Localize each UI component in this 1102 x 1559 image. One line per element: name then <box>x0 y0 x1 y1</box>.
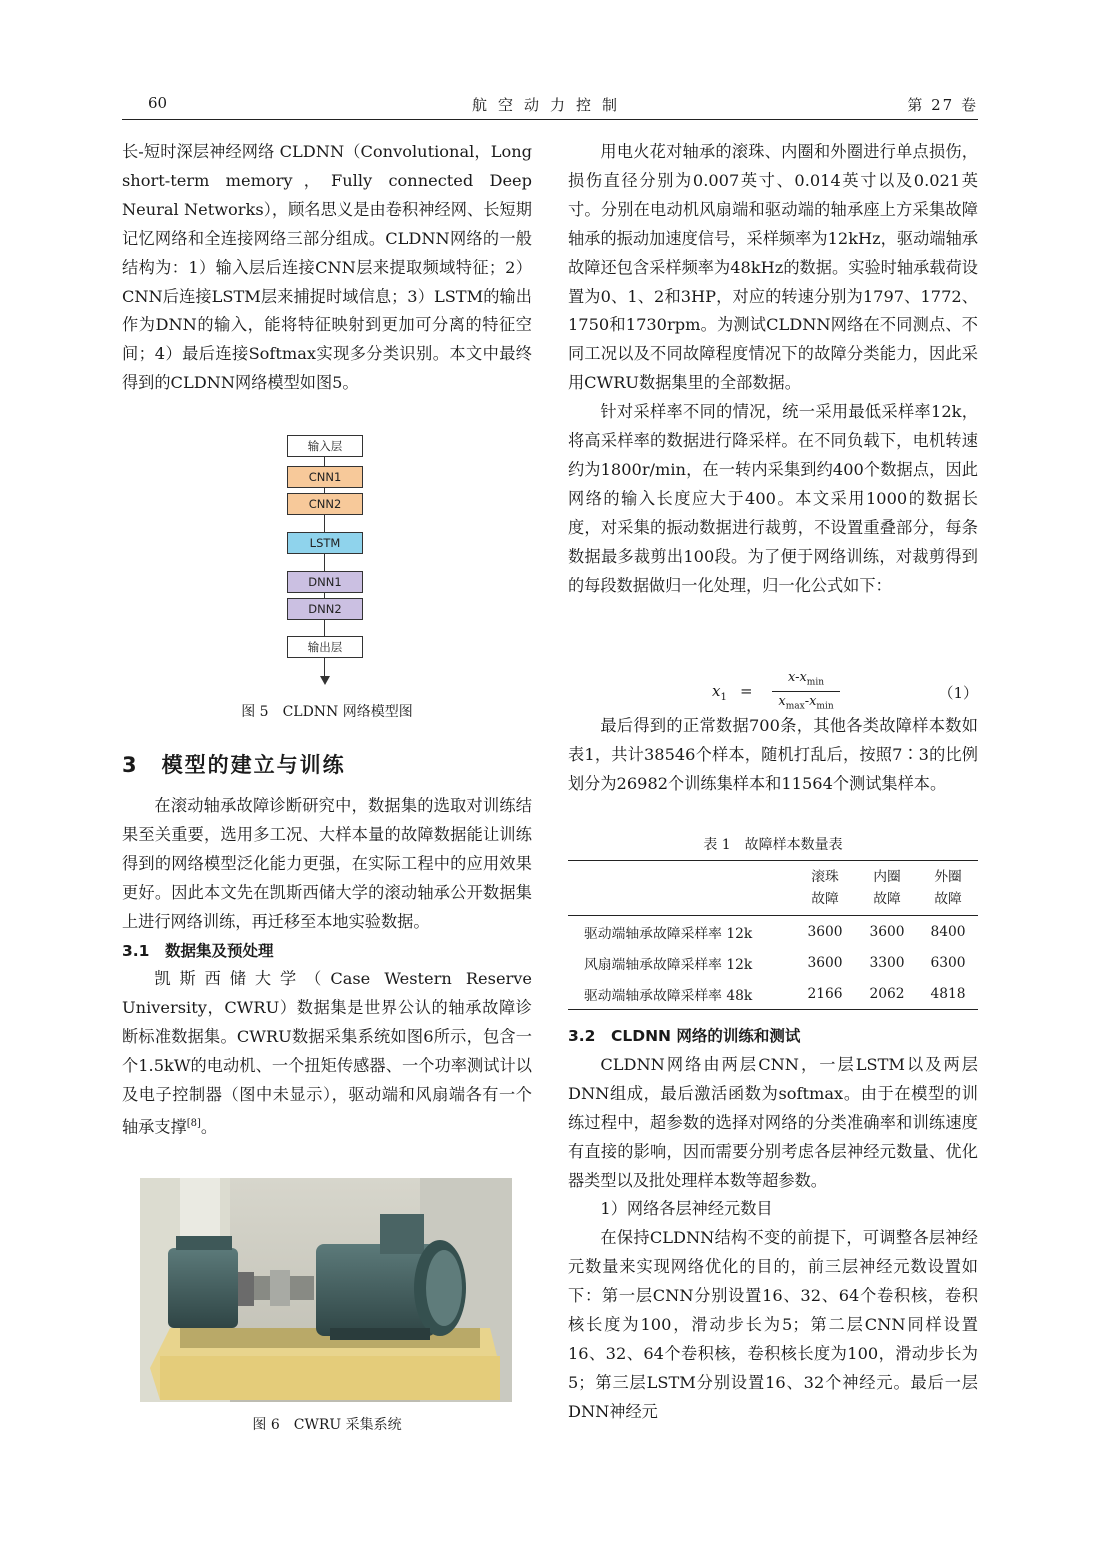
table-row <box>568 947 978 978</box>
equation-normalization <box>712 670 978 714</box>
table-cell: 2062 <box>869 985 905 1002</box>
table-row-label: 驱动端轴承故障采样率 48k <box>584 987 753 1004</box>
figure-5-caption: 图 5 CLDNN 网络模型图 <box>241 704 413 720</box>
figure-5-diagram <box>250 432 410 690</box>
running-header <box>122 92 978 118</box>
down-arrow-icon <box>320 676 330 685</box>
table-cell: 3600 <box>869 923 905 940</box>
paragraph-cwru <box>122 965 532 1142</box>
table-cell: 8400 <box>930 923 966 940</box>
table-header-empty <box>568 861 794 916</box>
table-cell: 3300 <box>869 954 905 971</box>
layer-dnn2-box: DNN2 <box>287 598 363 620</box>
layer-input-box: 输入层 <box>287 435 363 457</box>
volume-label: 第 27 卷 <box>907 96 978 114</box>
layer-cnn1-box: CNN1 <box>287 466 363 488</box>
test-rig-image <box>140 1178 512 1402</box>
equation-equals: = <box>740 682 753 700</box>
paragraph-cwru-text: 凯斯西储大学（Case Western Reserve University，CWRU）数据集是世界公认的轴承故障诊断标准数据集。CWRU数据采集系统如图6所示，包含一个1.5kW的电动机、一个扭矩传感器、一个功率测试计以及电子控制器（图中未显示），驱动端和风扇端各有一个轴承支撑 <box>122 969 532 1137</box>
header-outer-1: 外圈 <box>934 869 962 885</box>
paragraph-damage: 用电火花对轴承的滚珠、内圈和外圈进行单点损伤，损伤直径分别为0.007英寸、0.014英寸以及0.021英寸。分别在电动机风扇端和驱动端的轴承座上方采集故障轴承的振动加速度信号，采样频率为12kHz，驱动端轴承故障还包含采样频率为48kHz的数据。实验时轴承载荷设置为0、1、2和3HP，对应的转速分别为1797、1772、1750和1730rpm。为测试CLDNN网络在不同测点、不同工况以及不同故障程度情况下的故障分类能力，因此采用CWRU数据集里的全部数据。 <box>568 142 978 393</box>
header-inner-1: 内圈 <box>873 869 901 885</box>
table-1 <box>568 860 978 1010</box>
table-header-ball <box>794 861 856 916</box>
table-cell: 3600 <box>807 923 843 940</box>
equation-den-a: x <box>778 694 786 709</box>
table-header-row <box>568 861 978 916</box>
figure-6-photo <box>140 1178 512 1402</box>
paragraph-neuron-heading: 1）网络各层神经元数目 <box>600 1199 773 1219</box>
left-column-section3 <box>122 748 532 1142</box>
equation-lhs <box>712 682 727 703</box>
equation-num-sub: min <box>806 677 825 688</box>
equation-num-var: x-x <box>787 670 807 685</box>
table-header-outer <box>918 861 978 916</box>
header-outer-2: 故障 <box>934 891 962 907</box>
right-column-section32 <box>568 1022 978 1427</box>
paragraph-cwru-end: 。 <box>200 1117 218 1137</box>
header-rule <box>122 119 978 120</box>
equation-den-a-sub: max <box>785 701 805 712</box>
section-title: 3 模型的建立与训练 <box>122 753 346 777</box>
subsection-title-3-1: 3.1 数据集及预处理 <box>122 941 274 960</box>
right-column-top <box>568 138 978 601</box>
equation-numerator <box>772 670 840 688</box>
header-ball-2: 故障 <box>811 891 839 907</box>
paragraph-sampling: 针对采样率不同的情况，统一采用最低采样率12k，将高采样率的数据进行降采样。在不同负载下，电机转速约为1800r/min，在一转内采集到约400个数据点，因此网络的输入长度应大于400。本文采用1000的数据长度，对采集的振动数据进行裁剪，不设置重叠部分，每条数据最多裁剪出100段。为了便于网络训练，对裁剪得到的每段数据做归一化处理，归一化公式如下： <box>568 402 978 595</box>
equation-den-b-sub: min <box>816 701 834 712</box>
page-number: 60 <box>148 94 168 112</box>
paragraph-cldnn-intro: 长-短时深层神经网络 CLDNN（Convolutional，Long short-term memory，Fully connected Deep Neural Networks），顾名思义是由卷积神经网、长短期记忆网络和全连接网络三部分组成。CLDNN网络的一般结构为：1）输入层后连接CNN层来提取频域特征；2）CNN后连接LSTM层来捕捉时域信息；3）LSTM的输出作为DNN的输入，能将特征映射到更加可分离的特征空间；4）最后连接Softmax实现多分类识别。本文中最终得到的CLDNN网络模型如图5。 <box>122 142 532 393</box>
layer-output-box: 输出层 <box>287 636 363 658</box>
table-cell: 2166 <box>807 985 843 1002</box>
layer-lstm-box: LSTM <box>287 532 363 554</box>
connector-line <box>324 620 325 636</box>
table-row-label: 风扇端轴承故障采样率 12k <box>584 956 753 973</box>
equation-den-b: -x <box>804 694 817 709</box>
fault-sample-table <box>568 860 978 1010</box>
header-inner-2: 故障 <box>873 891 901 907</box>
header-ball-1: 滚珠 <box>811 869 839 885</box>
subsection-title-3-2: 3.2 CLDNN 网络的训练和测试 <box>568 1027 801 1045</box>
paragraph-neuron-config: 在保持CLDNN结构不变的前提下，可调整各层神经元数量来实现网络优化的目的，前三层神经元数设置如下：第一层CNN分别设置16、32、64个卷积核，卷积核长度为100，滑动步长为5；第二层CNN同样设置16、32、64个卷积核，卷积核长度为100，滑动步长为5；第三层LSTM分别设置16、32个神经元。最后一层DNN神经元 <box>568 1228 978 1421</box>
connector-line <box>324 658 325 677</box>
layer-dnn1-box: DNN1 <box>287 571 363 593</box>
equation-denominator <box>772 694 840 712</box>
connector-line <box>324 515 325 532</box>
table-cell: 6300 <box>930 954 966 971</box>
table-cell: 4818 <box>930 985 966 1002</box>
connector-line <box>324 554 325 571</box>
right-column-samples <box>568 712 978 799</box>
table-1-caption: 表 1 故障样本数量表 <box>703 837 843 853</box>
citation-ref: [8] <box>186 1117 201 1129</box>
layer-cnn2-box: CNN2 <box>287 493 363 515</box>
equation-lhs-sub: 1 <box>720 692 727 703</box>
paragraph-cldnn-training: CLDNN网络由两层CNN，一层LSTM以及两层DNN组成，最后激活函数为softmax。由于在模型的训练过程中，超参数的选择对网络的分类准确率和训练速度有直接的影响，因而需要分别考虑各层神经元数量、优化器类型以及批处理样本数等超参数。 <box>568 1054 978 1190</box>
table-row <box>568 916 978 948</box>
table-row <box>568 978 978 1010</box>
paragraph-sample-count: 最后得到的正常数据700条，其他各类故障样本数如表1，共计38546个样本，随机打乱后，按照7∶3的比例划分为26982个训练集样本和11564个测试集样本。 <box>568 716 978 793</box>
equation-lhs-var: x <box>712 682 721 700</box>
connector-line <box>324 457 325 466</box>
figure-6-caption: 图 6 CWRU 采集系统 <box>252 1417 402 1433</box>
paragraph-dataset-importance: 在滚动轴承故障诊断研究中，数据集的选取对训练结果至关重要，选用多工况、大样本量的故障数据能让训练得到的网络模型泛化能力更强，在实际工程中的应用效果更好。因此本文先在凯斯西储大学的滚动轴承公开数据集上进行网络训练，再迁移至本地实验数据。 <box>122 796 532 931</box>
table-row-label: 驱动端轴承故障采样率 12k <box>584 925 753 942</box>
equation-number: （1） <box>938 684 978 702</box>
table-cell: 3600 <box>807 954 843 971</box>
journal-name: 航空动力控制 <box>471 96 628 114</box>
left-column-intro <box>122 138 532 398</box>
table-header-inner <box>856 861 918 916</box>
fraction-bar <box>772 691 840 692</box>
